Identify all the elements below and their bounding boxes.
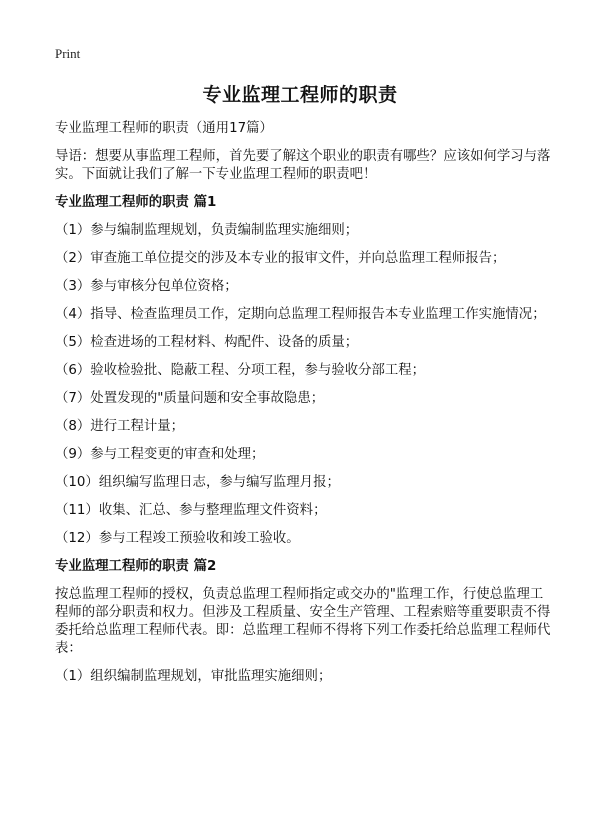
list-item: （1）组织编制监理规划，审批监理实施细则； (55, 669, 332, 684)
list-item: （6）验收检验批、隐蔽工程、分项工程，参与验收分部工程； (55, 363, 426, 378)
section-paragraph: 按总监理工程师的授权，负责总监理工程师指定或交办的"监理工作，行使总监理工程师的部分职责和权力。但涉及工程质量、安全生产管理、工程索赔等重要职责不得委托给总监理工程师代表。即：总监理工程师不得将下列工作委托给总监理工程师代表： (55, 587, 551, 656)
document-subtitle: 专业监理工程师的职责（通用17篇） (55, 121, 273, 136)
list-item: （12）参与工程竣工预验收和竣工验收。 (55, 531, 300, 546)
section-1 (55, 194, 555, 548)
list-item: （5）检查进场的工程材料、构配件、设备的质量； (55, 335, 359, 350)
list-item: （7）处置发现的"质量问题和安全事故隐患； (55, 391, 325, 406)
section-2 (55, 558, 555, 686)
duty-list (55, 668, 555, 686)
list-item: （10）组织编写监理日志，参与编写监理月报； (55, 475, 340, 490)
section-heading: 专业监理工程师的职责 篇2 (55, 559, 217, 574)
list-item: （11）收集、汇总、参与整理监理文件资料； (55, 503, 327, 518)
section-heading: 专业监理工程师的职责 篇1 (55, 195, 217, 210)
list-item: （9）参与工程变更的审查和处理； (55, 447, 265, 462)
list-item: （8）进行工程计量； (55, 419, 185, 434)
list-item: （1）参与编制监理规划，负责编制监理实施细则； (55, 223, 359, 238)
print-label: Print (55, 46, 81, 61)
list-item: （4）指导、检查监理员工作，定期向总监理工程师报告本专业监理工作实施情况； (55, 307, 546, 322)
duty-list (55, 222, 555, 548)
page-title: 专业监理工程师的职责 (202, 84, 398, 106)
list-item: （3）参与审核分包单位资格； (55, 279, 238, 294)
intro-paragraph: 导语：想要从事监理工程师，首先要了解这个职业的职责有哪些？应该如何学习与落实。下面就让我们了解一下专业监理工程师的职责吧！ (55, 149, 551, 182)
list-item: （2）审查施工单位提交的涉及本专业的报审文件，并向总监理工程师报告； (55, 251, 506, 266)
document-body (55, 120, 555, 696)
